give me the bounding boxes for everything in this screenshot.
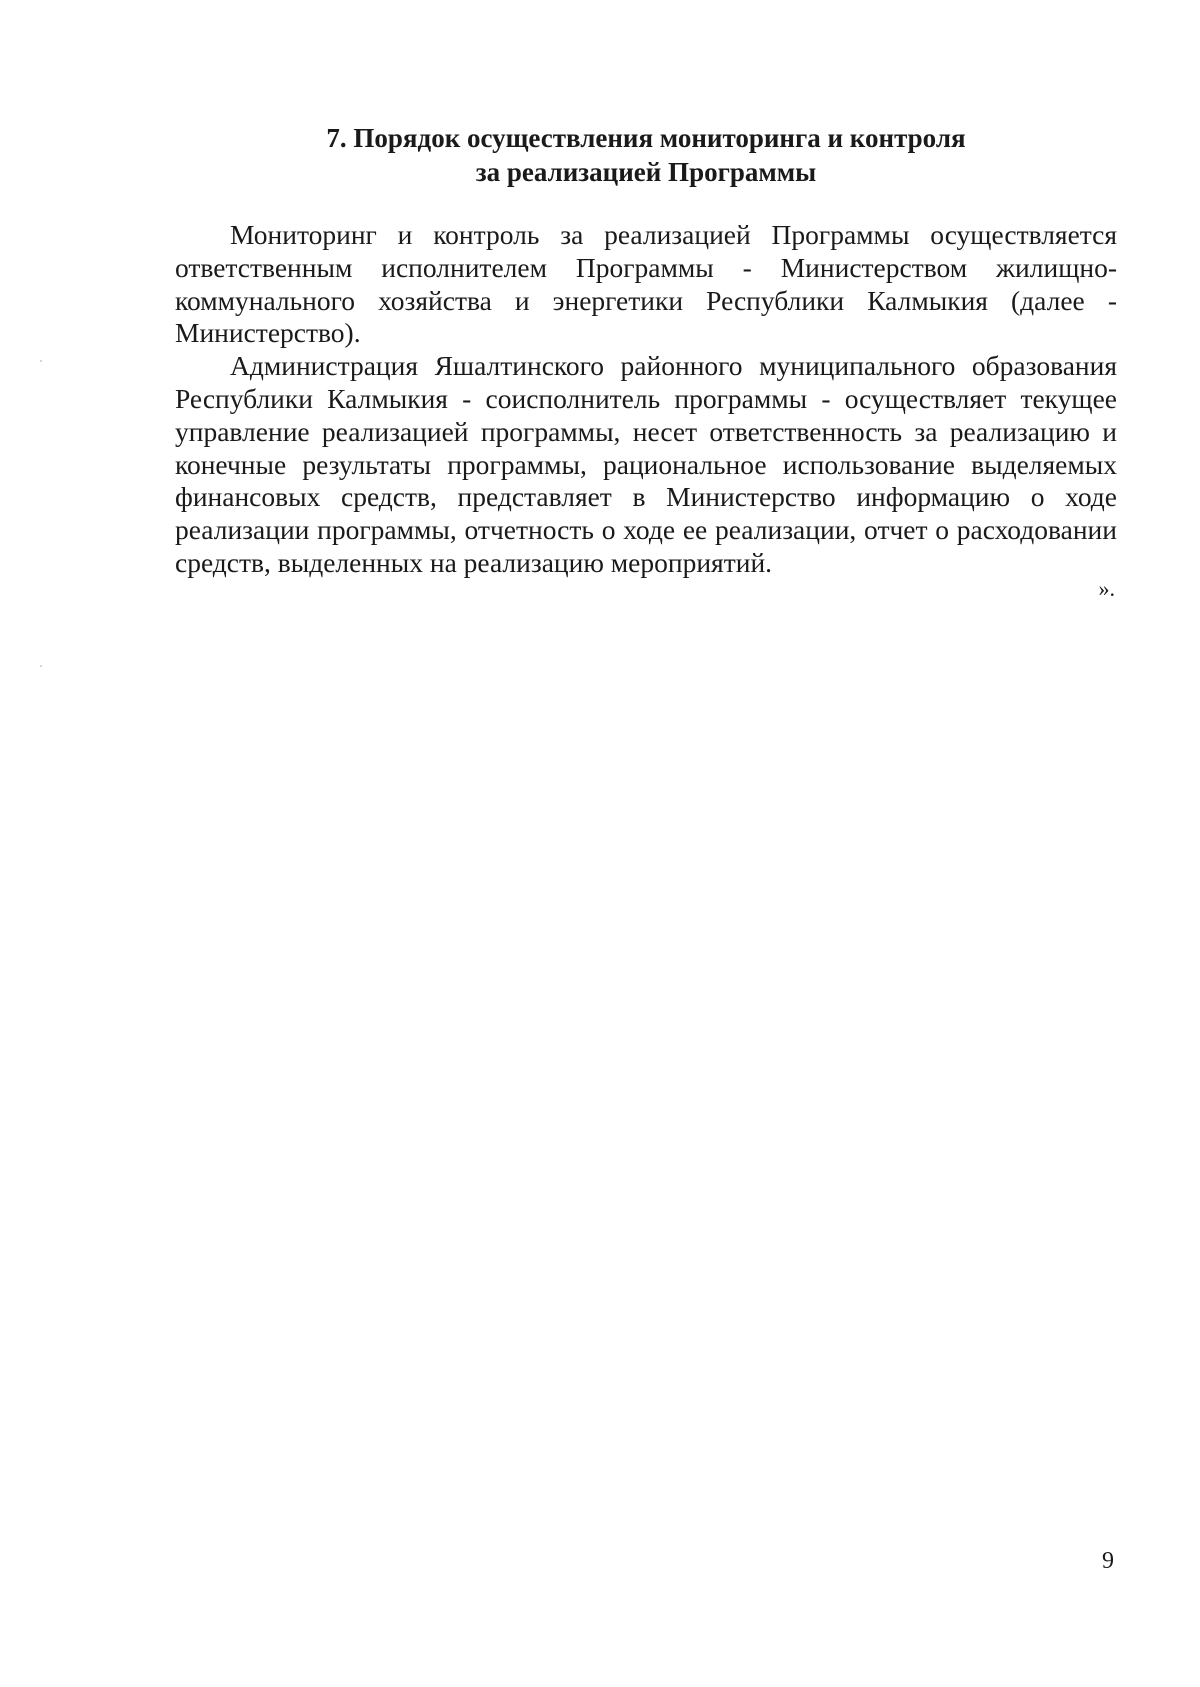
- section-heading: [175, 121, 1117, 189]
- paragraph-monitoring: Мониторинг и контроль за реализацией Программы осуществляется ответственным исполнителем Программы - Министерством жилищно-коммунального хозяйства и энергетики Республики Калмыкия (далее - Министерство).: [175, 219, 1117, 349]
- page-number: 9: [1102, 1548, 1114, 1574]
- closing-quote-mark: [175, 574, 1117, 604]
- scan-artifact: [40, 665, 42, 667]
- section-heading-line-2: за реализацией Программы: [475, 157, 817, 187]
- closing-quote-text: ».: [1098, 576, 1115, 601]
- body-text: [175, 219, 1117, 580]
- paragraph-administration: Администрация Яшалтинского районного муниципального образования Республики Калмыкия - соисполнитель программы - осуществляет текущее управление реализацией программы, несет ответственность за реализацию и конечные результаты программы, рациональное использование выделяемых финансовых средств, представляет в Министерство информацию о ходе реализации программы, отчетность о ходе ее реализации, отчет о расходовании средств, выделенных на реализацию мероприятий.: [175, 350, 1117, 578]
- section-heading-line-1: 7. Порядок осуществления мониторинга и контроля: [326, 123, 966, 153]
- scan-artifact: [40, 360, 42, 362]
